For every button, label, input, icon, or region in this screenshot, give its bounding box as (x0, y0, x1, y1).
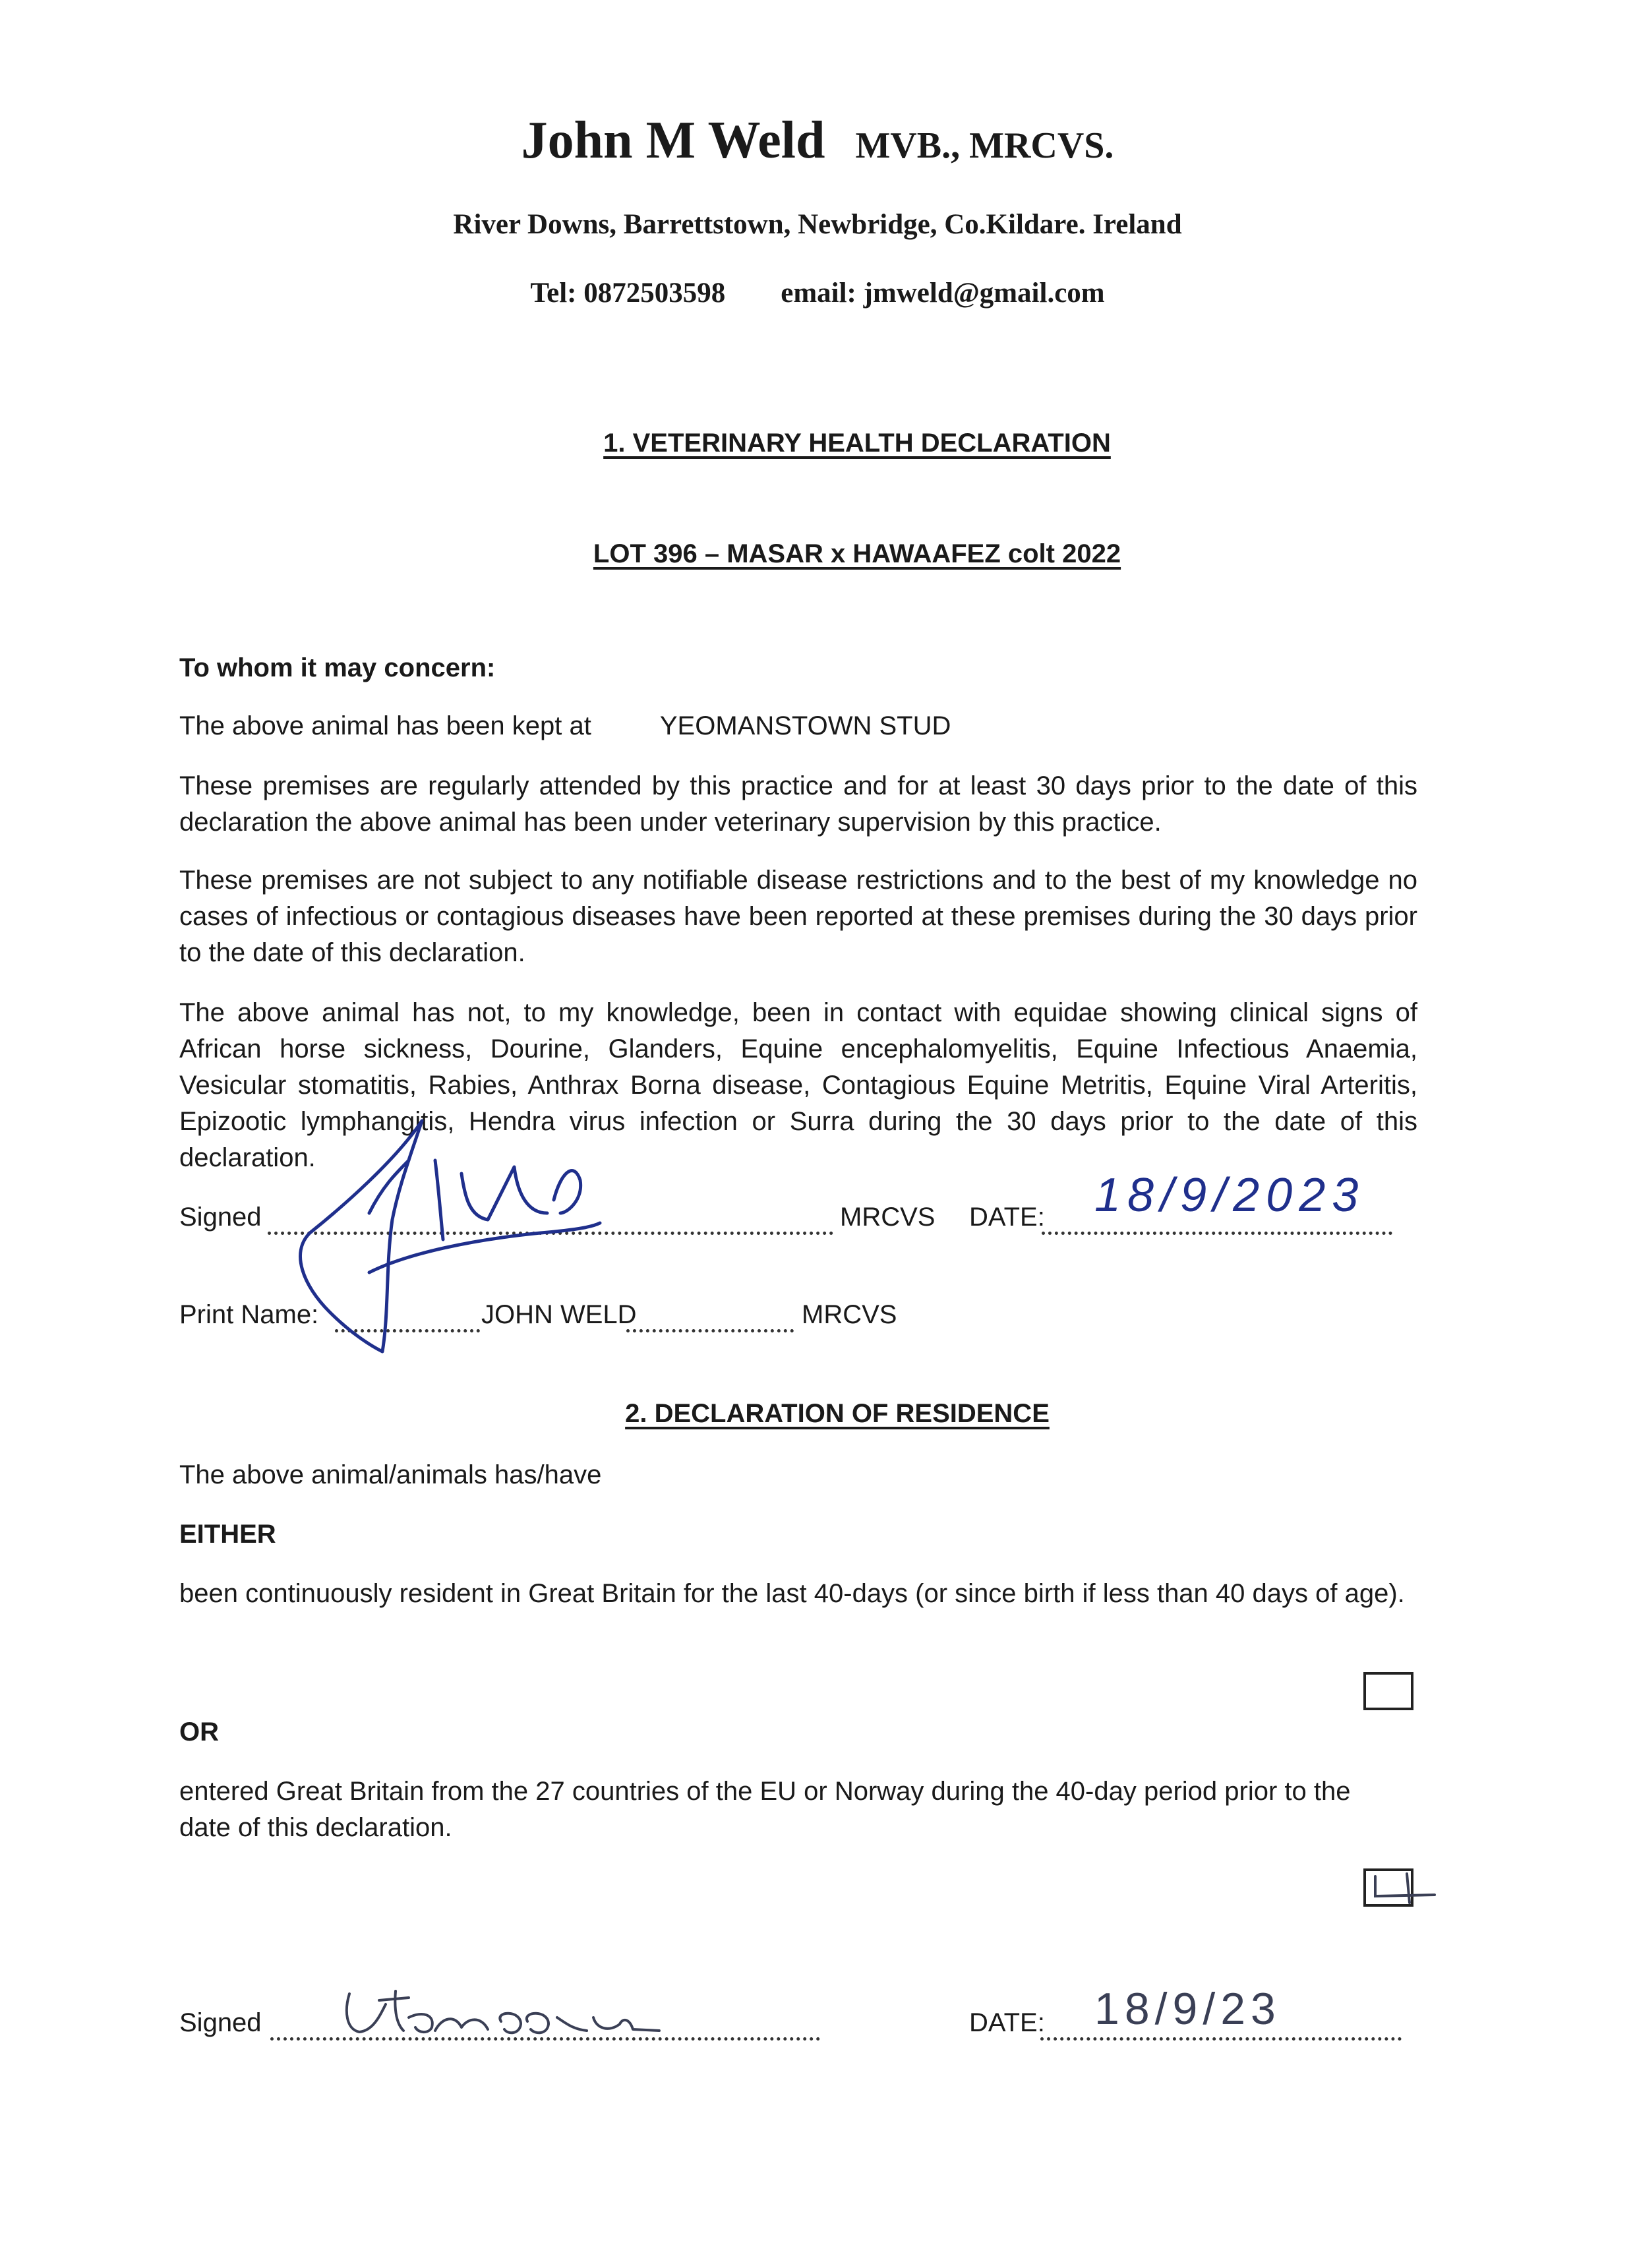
signature-line-2 (270, 2037, 820, 2041)
date-label-1: DATE: (969, 1203, 1045, 1232)
section2-heading: 2. DECLARATION OF RESIDENCE (625, 1399, 1050, 1428)
paragraph-restrictions: These premises are not subject to any notifiable disease restrictions and to the best of my knowledge no cases of infectious or contagious diseases have been reported at these premises during the 30 days prior to the date of this declaration. (179, 866, 1417, 967)
kept-at-value: YEOMANSTOWN STUD (659, 711, 951, 740)
handwritten-date-1: 18/9/2023 (1094, 1169, 1365, 1222)
signed-label-2: Signed (179, 2008, 262, 2037)
salutation: To whom it may concern: (179, 653, 496, 682)
or-label: OR (179, 1717, 219, 1746)
date-label-2: DATE: (969, 2008, 1045, 2037)
practice-email: email: jmweld@gmail.com (781, 278, 1105, 309)
owner-signature (347, 1991, 659, 2033)
signed-suffix-1: MRCVS (840, 1203, 936, 1232)
signed-label-1: Signed (179, 1203, 262, 1232)
option-resident-checkbox[interactable] (1363, 1672, 1413, 1710)
print-name-suffix: MRCVS (802, 1300, 897, 1329)
paragraph-disease-contact: The above animal has not, to my knowledge, been in contact with equidae showing clinical signs of African horse sickness, Dourine, Glanders, Equine encephalomyelitis, Equine Infectious Anaemia, Vesicular stomatitis, Rabies, Anthrax Borna disease, Contagious Equine Metritis, Equine Viral Arteritis, Epizootic lymphangitis, Hendra virus infection or Surra during the 30 days prior to the date of this declaration. (179, 998, 1417, 1172)
signature-line-1 (268, 1232, 833, 1235)
print-name-label: Print Name: (179, 1300, 319, 1329)
paragraph-supervision: These premises are regularly attended by this practice and for at least 30 days prior to the date of this declaration the above animal has been under veterinary supervision by this practice. (179, 771, 1417, 837)
practice-contact (0, 277, 1635, 309)
residence-intro: The above animal/animals has/have (179, 1460, 602, 1489)
date-line-2 (1040, 2037, 1402, 2041)
lot-heading: LOT 396 – MASAR x HAWAAFEZ colt 2022 (593, 539, 1121, 568)
option-entered-checkbox[interactable] (1363, 1868, 1413, 1907)
handwritten-date-2: 18/9/23 (1094, 1984, 1281, 2034)
kept-at-line (179, 708, 1417, 744)
print-name-line-right (626, 1329, 794, 1332)
kept-at-label: The above animal has been kept at (179, 711, 591, 740)
either-label: EITHER (179, 1520, 276, 1549)
practitioner-qualifications: MVB., MRCVS. (855, 125, 1114, 166)
practitioner-name: John M Weld (521, 111, 825, 169)
letterhead-title (0, 111, 1635, 171)
section1-heading: 1. VETERINARY HEALTH DECLARATION (603, 429, 1111, 458)
practice-phone: Tel: 0872503598 (530, 278, 726, 309)
practice-address: River Downs, Barrettstown, Newbridge, Co.Kildare. Ireland (453, 209, 1182, 240)
option-resident-text: been continuously resident in Great Britain for the last 40-days (or since birth if less than 40 days of age). (179, 1579, 1405, 1608)
print-name-value: JOHN WELD (481, 1300, 637, 1329)
option-entered-text: entered Great Britain from the 27 countries of the EU or Norway during the 40-day period prior to the date of this declaration. (179, 1777, 1351, 1842)
print-name-line-left (335, 1329, 480, 1332)
date-line-1 (1042, 1232, 1392, 1235)
